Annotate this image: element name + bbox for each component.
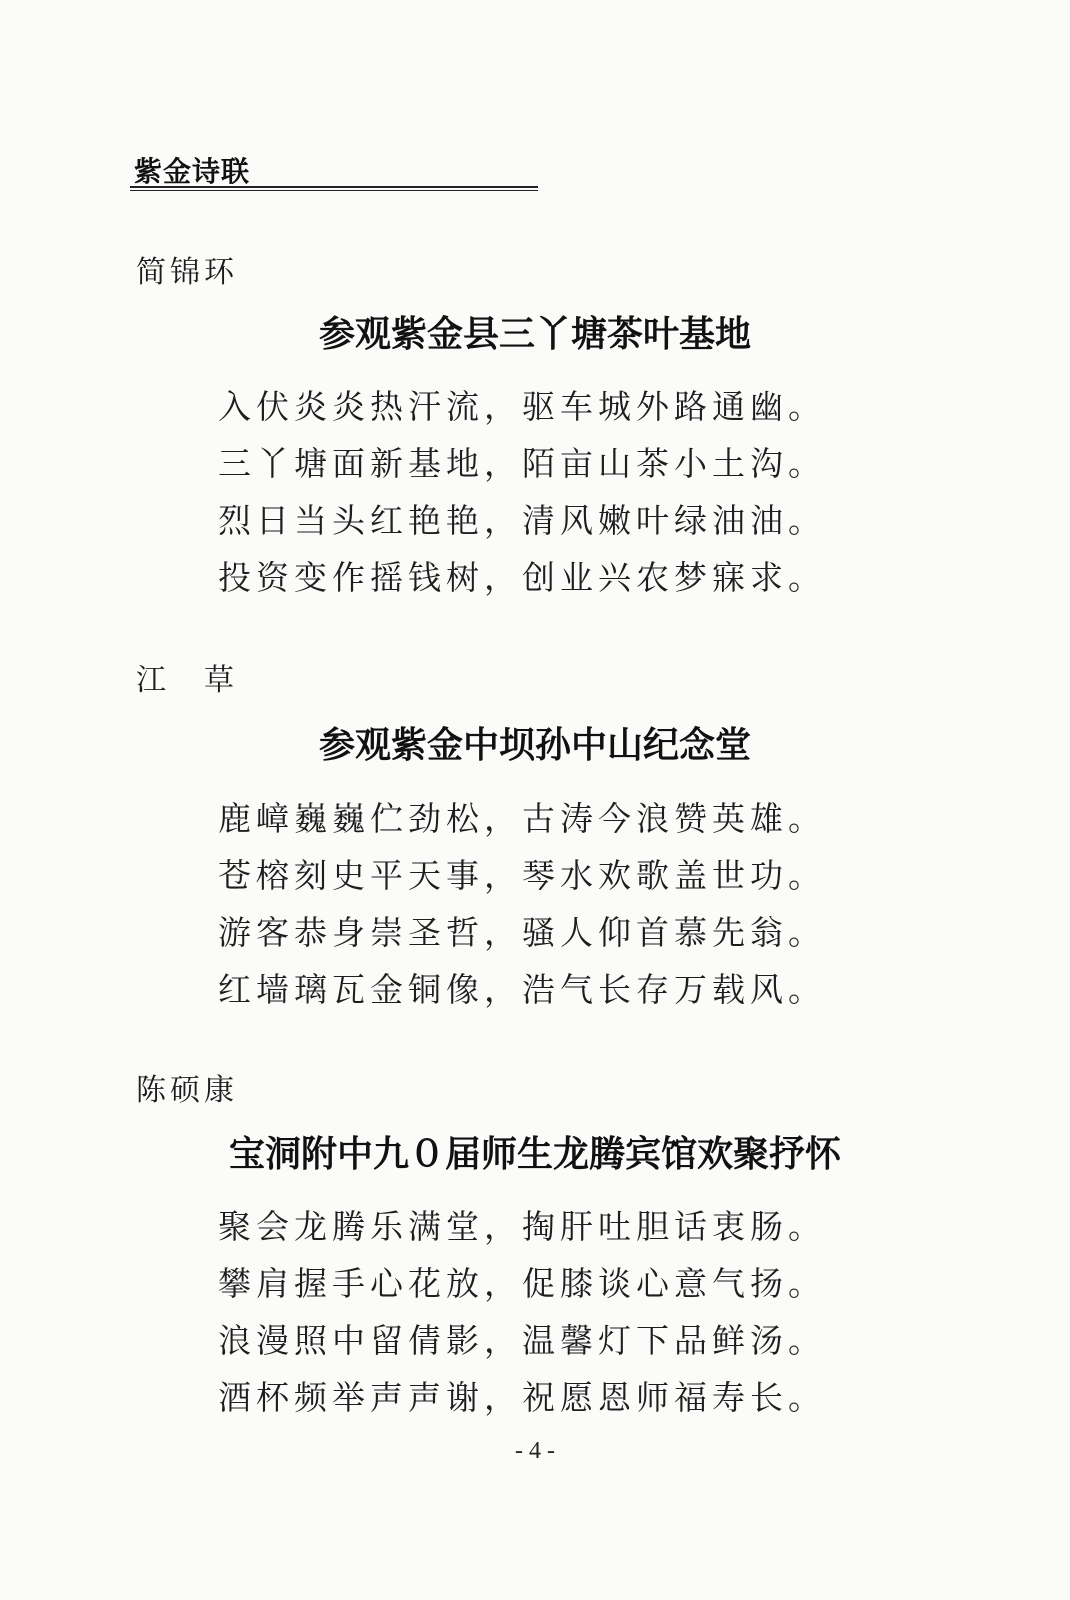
poem-3-line-1: 聚会龙腾乐满堂，掏肝吐胆话衷肠。 (218, 1207, 826, 1246)
poem-1-author: 简锦环 (136, 255, 238, 290)
poem-1-line-2: 三丫塘面新基地，陌亩山茶小土沟。 (218, 444, 826, 483)
running-head-rule (130, 186, 538, 191)
running-head: 紫金诗联 (134, 155, 251, 188)
poem-1-title: 参观紫金县三丫塘茶叶基地 (318, 313, 751, 355)
poem-3-body (218, 1198, 826, 1426)
poem-2-line-1: 鹿嶂巍巍伫劲松，古涛今浪赞英雄。 (218, 799, 826, 838)
poem-1-line-4: 投资变作摇钱树，创业兴农梦寐求。 (218, 558, 826, 597)
poem-3-title: 宝洞附中九０届师生龙腾宾馆欢聚抒怀 (228, 1133, 841, 1175)
poem-2-line-4: 红墙璃瓦金铜像，浩气长存万载风。 (218, 970, 826, 1009)
poem-1-body (218, 378, 826, 606)
poem-2-line-2: 苍榕刻史平天事，琴水欢歌盖世功。 (218, 856, 826, 895)
poem-2-body (218, 790, 826, 1018)
poem-2-title: 参观紫金中坝孙中山纪念堂 (318, 724, 751, 766)
poem-2-line-3: 游客恭身崇圣哲，骚人仰首慕先翁。 (218, 913, 826, 952)
poem-3-line-3: 浪漫照中留倩影，温馨灯下品鲜汤。 (218, 1321, 826, 1360)
poem-3-author: 陈硕康 (136, 1073, 238, 1108)
poem-3-line-4: 酒杯频举声声谢，祝愿恩师福寿长。 (218, 1378, 826, 1417)
poem-2-author: 江 草 (136, 663, 238, 698)
page-number: - 4 - (515, 1438, 555, 1464)
poem-3-line-2: 攀肩握手心花放，促膝谈心意气扬。 (218, 1264, 826, 1303)
poem-1-line-3: 烈日当头红艳艳，清风嫩叶绿油油。 (218, 501, 826, 540)
poem-1-line-1: 入伏炎炎热汗流，驱车城外路通幽。 (218, 387, 826, 426)
